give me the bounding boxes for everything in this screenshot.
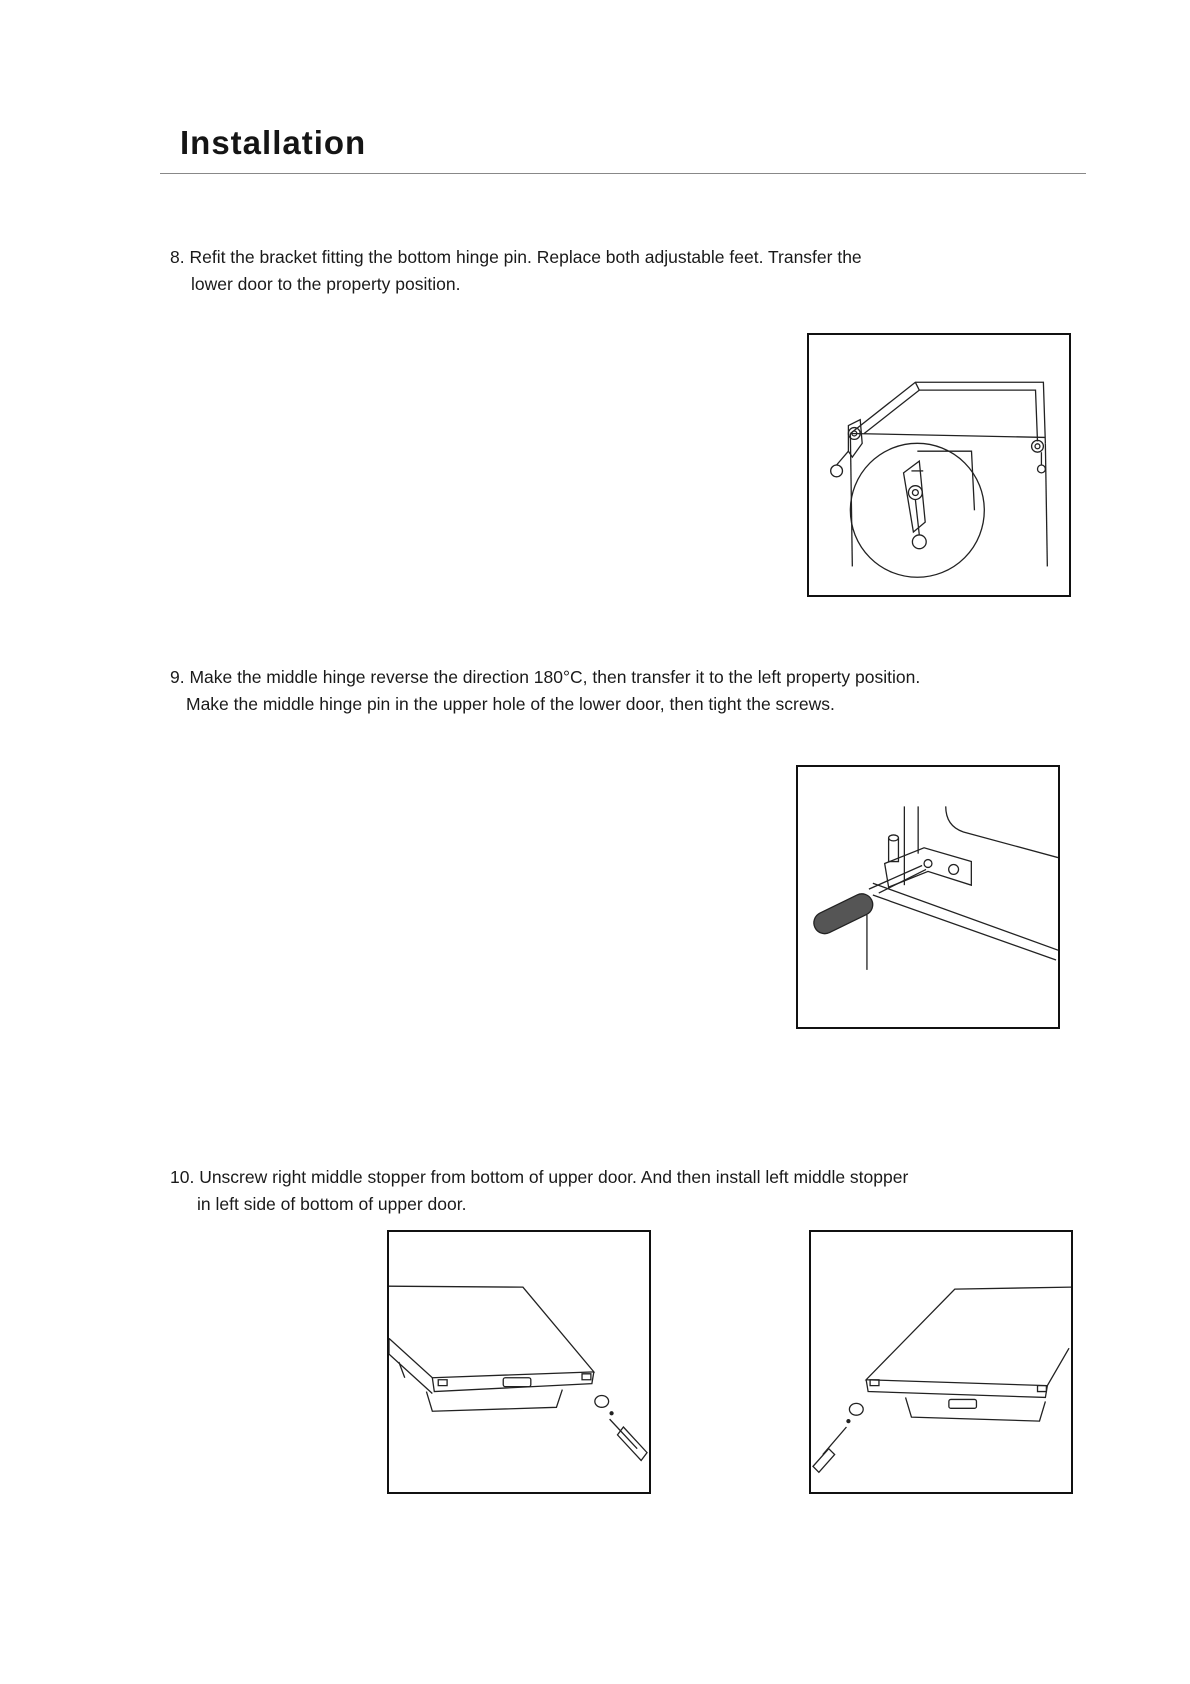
figure-install-left-stopper bbox=[809, 1230, 1073, 1494]
page-title: Installation bbox=[180, 124, 367, 161]
title-divider bbox=[160, 173, 1086, 174]
step-8-line-2: lower door to the property position. bbox=[191, 274, 461, 294]
step-10-line-1: 10. Unscrew right middle stopper from bottom of upper door. And then install left middle stopper bbox=[170, 1167, 909, 1187]
step-10-text bbox=[170, 1164, 908, 1218]
step-8-line-1: 8. Refit the bracket fitting the bottom hinge pin. Replace both adjustable feet. Transfer the bbox=[170, 247, 862, 267]
middle-hinge-illustration bbox=[798, 767, 1058, 1027]
unscrew-right-stopper-illustration bbox=[389, 1232, 649, 1492]
bottom-hinge-illustration bbox=[809, 335, 1069, 595]
install-left-stopper-illustration bbox=[811, 1232, 1071, 1492]
step-9-line-1: 9. Make the middle hinge reverse the direction 180°C, then transfer it to the left property position. bbox=[170, 667, 921, 687]
step-9-line-2: Make the middle hinge pin in the upper hole of the lower door, then tight the screws. bbox=[186, 694, 835, 714]
step-8-text bbox=[170, 244, 862, 298]
figure-unscrew-right-stopper bbox=[387, 1230, 651, 1494]
figure-middle-hinge bbox=[796, 765, 1060, 1029]
step-10-line-2: in left side of bottom of upper door. bbox=[197, 1194, 467, 1214]
step-9-text bbox=[170, 664, 920, 718]
figure-bottom-hinge bbox=[807, 333, 1071, 597]
